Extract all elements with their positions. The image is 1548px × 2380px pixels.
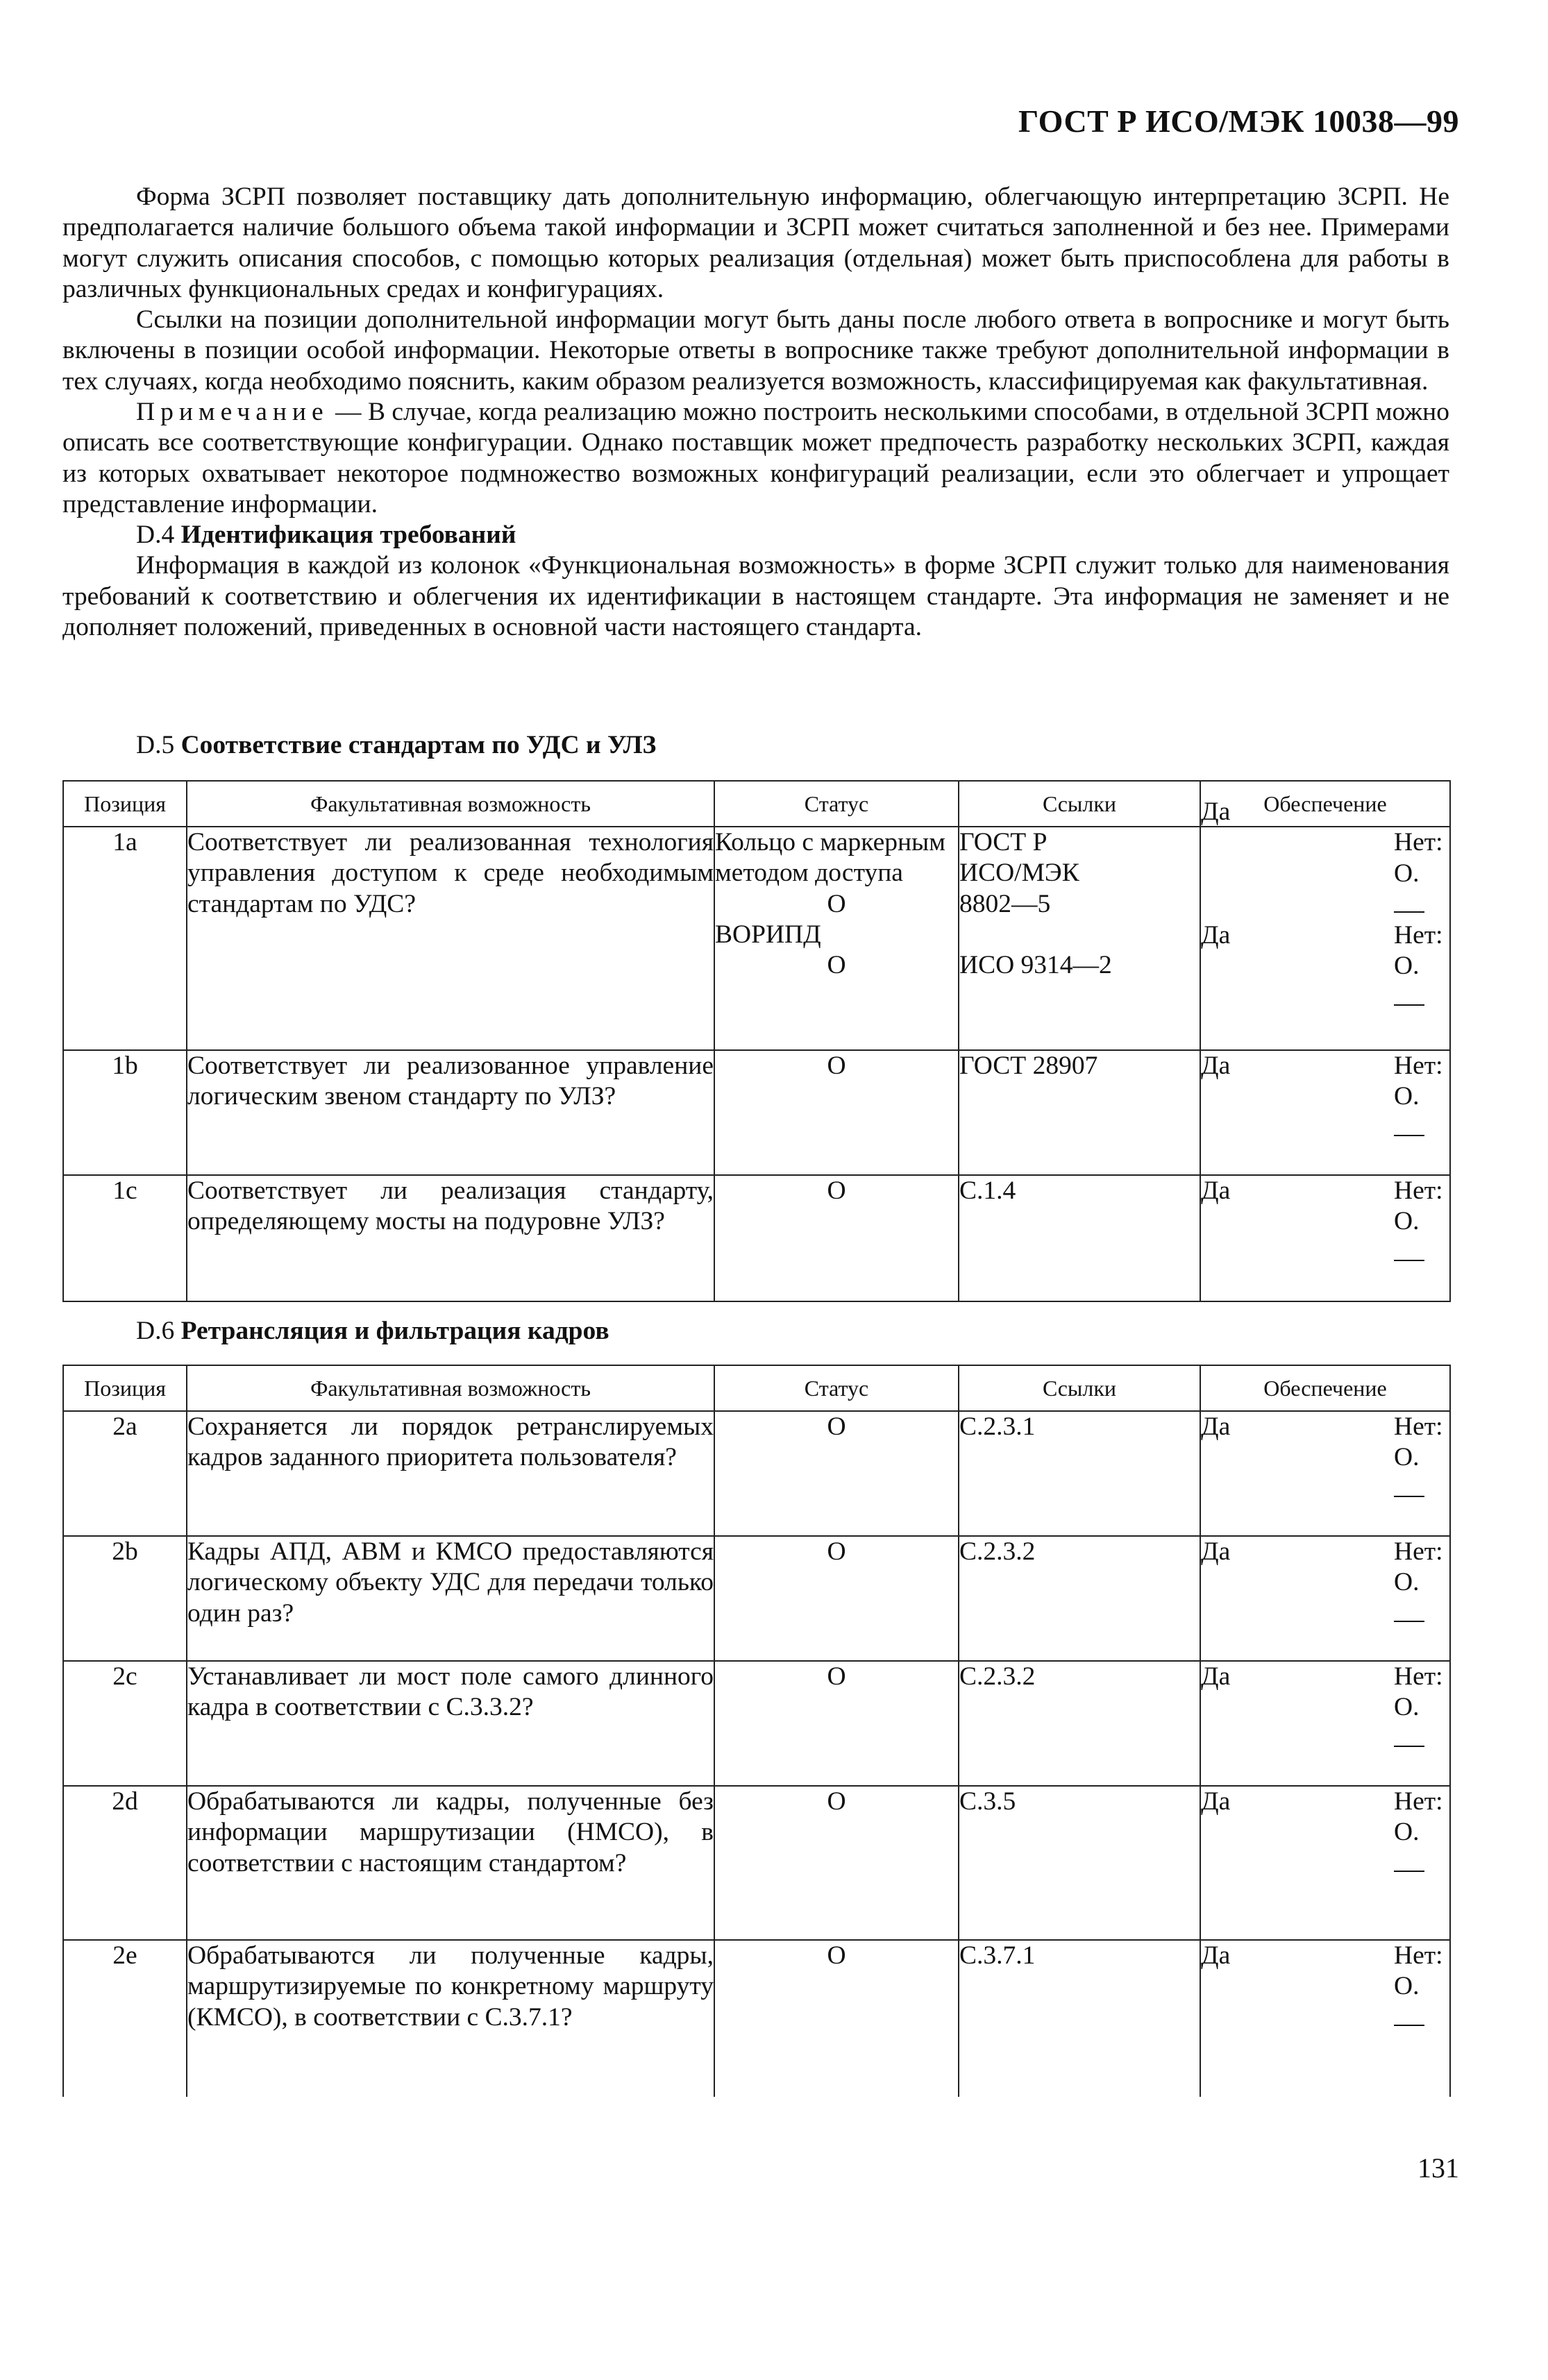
question-cell bbox=[187, 827, 714, 1050]
question-text: Обрабатываются ли кадры, полученные без информации маршрутизации (НМСО), в соответствии с настоящим стандартом? bbox=[187, 1787, 714, 1877]
question-cell bbox=[187, 1175, 714, 1301]
status-code: О bbox=[827, 951, 846, 980]
provision-cell bbox=[1200, 1940, 1450, 2097]
column-header-capability: Факультативная возможность bbox=[187, 1365, 714, 1411]
question-text: Обрабатываются ли полученные кадры, маршрутизируемые по конкретному маршруту (КМСО), в соответствии с С.3.7.1? bbox=[187, 1941, 714, 2032]
yes-option: Да bbox=[1201, 1662, 1231, 1691]
question-text: Кадры АПД, АВМ и КМСО предоставляются логическому объекту УДС для передачи только один раз? bbox=[187, 1537, 714, 1628]
blank-field bbox=[1394, 889, 1424, 913]
column-header-status: Статус bbox=[714, 1365, 959, 1411]
question-cell bbox=[187, 1411, 714, 1536]
table-header-row bbox=[63, 1365, 1450, 1411]
note-lead: Примечание bbox=[136, 398, 329, 427]
question-cell bbox=[187, 1940, 714, 2097]
yes-option: Да bbox=[1201, 797, 1231, 827]
provision-cell bbox=[1200, 1175, 1450, 1301]
reference-cell: C.2.3.2 bbox=[959, 1661, 1200, 1786]
no-label: Нет: bbox=[1394, 1537, 1443, 1566]
section-heading-d6 bbox=[136, 1316, 609, 1347]
table-row bbox=[63, 1536, 1450, 1661]
status-code: О bbox=[827, 1176, 846, 1205]
page-header-standard-id: ГОСТ Р ИСО/МЭК 10038—99 bbox=[1018, 103, 1459, 139]
requirements-table-d6 bbox=[62, 1365, 1451, 2097]
position-cell: 2b bbox=[63, 1536, 187, 1661]
question-cell bbox=[187, 1786, 714, 1940]
body-text bbox=[62, 182, 1449, 643]
yes-option: Да bbox=[1201, 1412, 1231, 1441]
position-cell: 1c bbox=[63, 1175, 187, 1301]
question-cell bbox=[187, 1536, 714, 1661]
table-row bbox=[63, 1411, 1450, 1536]
note-paragraph bbox=[62, 397, 1449, 520]
blank-field bbox=[1394, 1598, 1424, 1622]
yes-option: Да bbox=[1201, 1176, 1231, 1205]
status-cell bbox=[714, 1175, 959, 1301]
optional-code: О. bbox=[1394, 1082, 1420, 1111]
position-cell: 1a bbox=[63, 827, 187, 1050]
column-header-position: Позиция bbox=[63, 1365, 187, 1411]
reference-cell bbox=[959, 827, 1200, 1050]
blank-field bbox=[1394, 1723, 1424, 1747]
no-label: Нет: bbox=[1394, 1941, 1443, 1970]
yes-option: Да bbox=[1201, 1052, 1231, 1080]
section-title: Соответствие стандартам по УДС и УЛЗ bbox=[180, 731, 657, 759]
reference-cell: C.2.3.1 bbox=[959, 1411, 1200, 1536]
table-row bbox=[63, 827, 1450, 1050]
optional-code: О. bbox=[1394, 1207, 1420, 1236]
optional-code: О. bbox=[1394, 1693, 1420, 1722]
optional-code: О. bbox=[1394, 1972, 1420, 2001]
column-header-capability: Факультативная возможность bbox=[187, 781, 714, 827]
column-header-position: Позиция bbox=[63, 781, 187, 827]
question-text: Устанавливает ли мост поле самого длинного кадра в соответствии с С.3.3.2? bbox=[187, 1662, 714, 1722]
question-text: Соответствует ли реализованное управление логическим звеном стандарту по УЛЗ? bbox=[187, 1052, 714, 1111]
reference-cell: C.2.3.2 bbox=[959, 1536, 1200, 1661]
blank-field bbox=[1394, 1113, 1424, 1136]
table-row bbox=[63, 1175, 1450, 1301]
table-row bbox=[63, 1661, 1450, 1786]
status-cell bbox=[714, 1940, 959, 2097]
status-cell bbox=[714, 1050, 959, 1175]
status-code: О bbox=[827, 1787, 846, 1816]
question-text: Соответствует ли реализация стандарту, определяющему мосты на подуровне УЛЗ? bbox=[187, 1176, 714, 1236]
table-row bbox=[63, 1050, 1450, 1175]
status-text: Кольцо с маркерным методом доступа bbox=[715, 828, 945, 888]
position-cell: 2a bbox=[63, 1411, 187, 1536]
section-title: Идентификация требований bbox=[180, 521, 516, 550]
reference-cell: C.1.4 bbox=[959, 1175, 1200, 1301]
question-text: Сохраняется ли порядок ретранслируемых кадров заданного приоритета пользователя? bbox=[187, 1412, 714, 1472]
blank-field bbox=[1394, 1848, 1424, 1872]
yes-option: Да bbox=[1201, 1941, 1231, 1970]
optional-code: О. bbox=[1394, 1443, 1420, 1472]
blank-field bbox=[1394, 1474, 1424, 1497]
position-cell: 2e bbox=[63, 1940, 187, 2097]
yes-option: Да bbox=[1201, 1537, 1231, 1566]
page-number: 131 bbox=[1417, 2152, 1459, 2184]
question-text: Соответствует ли реализованная технология управления доступом к среде необходимым стандартам по УДС? bbox=[187, 828, 714, 918]
paragraph: Форма ЗСРП позволяет поставщику дать дополнительную информацию, облегчающую интерпретацию ЗСРП. Не предполагается наличие большого объема такой информации и ЗСРП может считаться заполненной и без нее. Примерами могут служить описания способов, с помощью которых реализация (отдельная) может быть приспособлена для работы в различных функциональных средах и конфигурациях. bbox=[62, 183, 1449, 303]
question-cell bbox=[187, 1661, 714, 1786]
column-header-status: Статус bbox=[714, 781, 959, 827]
status-cell bbox=[714, 1536, 959, 1661]
status-code: О bbox=[827, 1412, 846, 1441]
table-row bbox=[63, 1786, 1450, 1940]
provision-cell bbox=[1200, 1786, 1450, 1940]
paragraph: Ссылки на позиции дополнительной информации могут быть даны после любого ответа в вопроснике и могут быть включены в позиции особой информации. Некоторые ответы в вопроснике также требуют дополнительной информации в тех случаях, когда необходимо пояснить, каким образом реализуется возможность, классифицируемая как факультативная. bbox=[62, 305, 1449, 396]
no-label: Нет: bbox=[1394, 1176, 1443, 1205]
position-cell: 2d bbox=[63, 1786, 187, 1940]
blank-field bbox=[1394, 982, 1424, 1006]
provision-cell bbox=[1200, 1661, 1450, 1786]
status-text: ВОРИПД bbox=[715, 920, 821, 949]
status-code: О bbox=[827, 1941, 846, 1970]
no-label: Нет: bbox=[1394, 921, 1443, 950]
position-cell: 2c bbox=[63, 1661, 187, 1786]
question-cell bbox=[187, 1050, 714, 1175]
blank-field bbox=[1394, 2002, 1424, 2026]
section-heading-d5 bbox=[136, 730, 656, 761]
no-label: Нет: bbox=[1394, 1662, 1443, 1691]
reference-cell: C.3.5 bbox=[959, 1786, 1200, 1940]
status-cell bbox=[714, 827, 959, 1050]
section-heading-d4 bbox=[62, 520, 1449, 550]
no-label: Нет: bbox=[1394, 1052, 1443, 1080]
status-code: О bbox=[827, 1537, 846, 1566]
note-text: — В случае, когда реализацию можно построить несколькими способами, в отдельной ЗСРП можно описать все соответствующие конфигурации. Однако поставщик может предпочесть разработку нескольких ЗСРП, каждая из которых охватывает некоторое подмножество возможных конфигураций реализации, если это облегчает и упрощает представление информации. bbox=[62, 398, 1449, 518]
column-header-refs: Ссылки bbox=[959, 1365, 1200, 1411]
reference-cell: ГОСТ 28907 bbox=[959, 1050, 1200, 1175]
section-number: D.5 bbox=[136, 731, 181, 759]
optional-code: О. bbox=[1394, 859, 1420, 888]
no-label: Нет: bbox=[1394, 1412, 1443, 1441]
column-header-provision: Обеспечение bbox=[1200, 1365, 1450, 1411]
section-number: D.6 bbox=[136, 1317, 181, 1345]
reference-cell: C.3.7.1 bbox=[959, 1940, 1200, 2097]
blank-field bbox=[1394, 1238, 1424, 1261]
provision-cell bbox=[1200, 1050, 1450, 1175]
reference-text: ИСО 9314—2 bbox=[959, 951, 1112, 979]
optional-code: О. bbox=[1394, 1818, 1420, 1847]
no-label: Нет: bbox=[1394, 1787, 1443, 1816]
yes-option: Да bbox=[1201, 921, 1231, 950]
table-row bbox=[63, 1940, 1450, 2097]
status-cell bbox=[714, 1661, 959, 1786]
yes-option: Да bbox=[1201, 1787, 1231, 1816]
column-header-refs: Ссылки bbox=[959, 781, 1200, 827]
section-number: D.4 bbox=[136, 521, 181, 550]
no-label: Нет: bbox=[1394, 828, 1443, 856]
status-cell bbox=[714, 1786, 959, 1940]
section-title: Ретрансляция и фильтрация кадров bbox=[180, 1317, 609, 1345]
paragraph: Информация в каждой из колонок «Функциональная возможность» в форме ЗСРП служит только для наименования требований к соответствию и облегчения их идентификации в настоящем стандарте. Эта информация не заменяет и не дополняет положений, приведенных в основной части настоящего стандарта. bbox=[62, 551, 1449, 641]
position-cell: 1b bbox=[63, 1050, 187, 1175]
column-header-provision: Обеспечение bbox=[1200, 781, 1450, 827]
status-cell bbox=[714, 1411, 959, 1536]
provision-cell bbox=[1200, 1536, 1450, 1661]
status-code: О bbox=[827, 1052, 846, 1080]
reference-text: ГОСТ Р ИСО/МЭК 8802—5 bbox=[959, 828, 1079, 918]
status-code: О bbox=[827, 1662, 846, 1691]
optional-code: О. bbox=[1394, 952, 1420, 981]
status-code: О bbox=[827, 889, 846, 918]
requirements-table-d5 bbox=[62, 780, 1451, 1302]
optional-code: О. bbox=[1394, 1568, 1420, 1597]
provision-cell bbox=[1200, 1411, 1450, 1536]
